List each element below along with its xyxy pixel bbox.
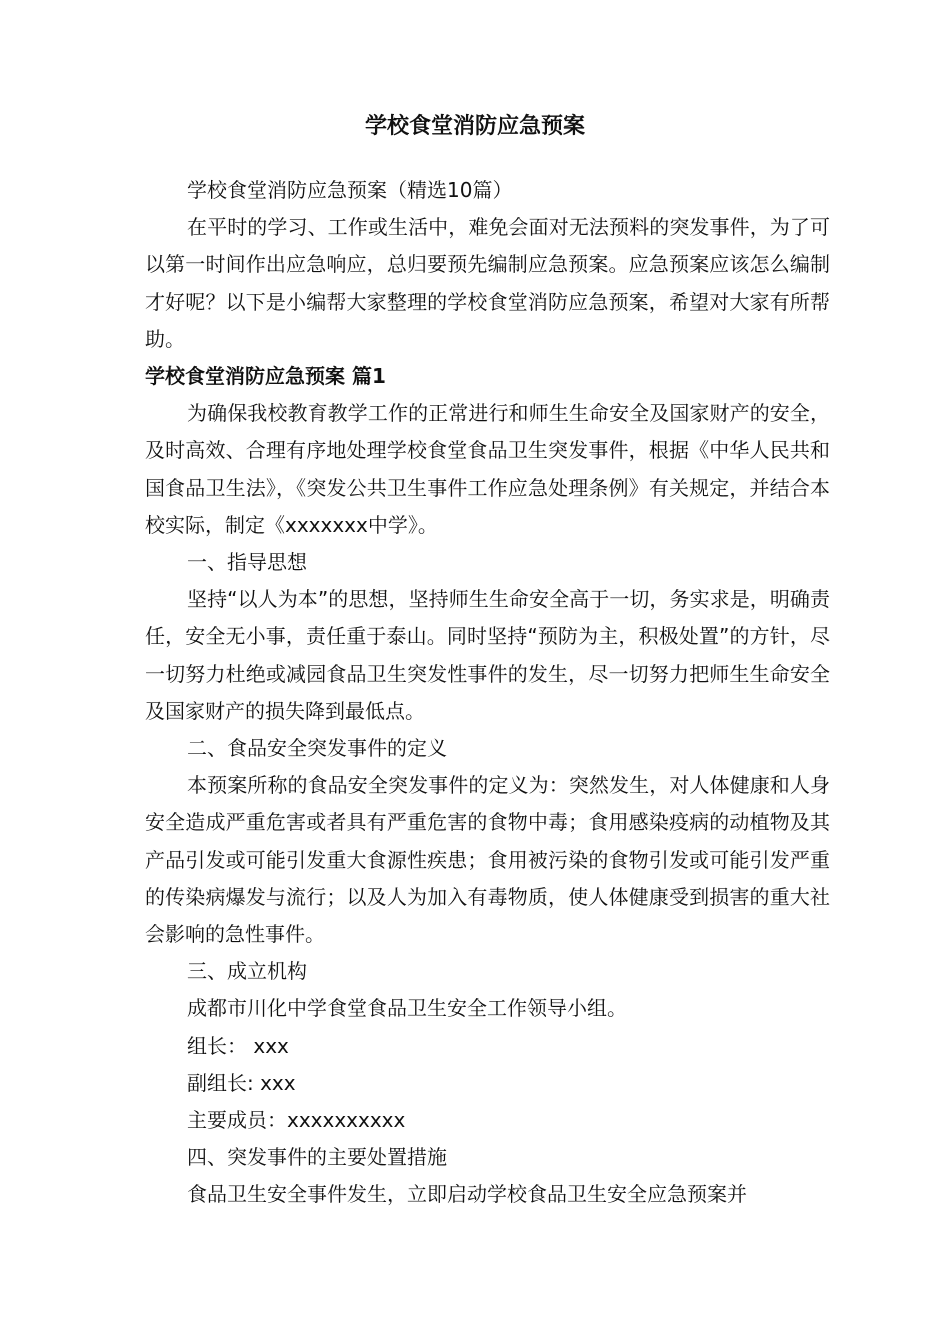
organization-paragraph: 成都市川化中学食堂食品卫生安全工作领导小组。 <box>187 996 627 1021</box>
intro-paragraph: 在平时的学习、工作或生活中，难免会面对无法预料的突发事件，为了可以第一时间作出应急响应，总归要预先编制应急预案。应急预案应该怎么编制才好呢？以下是小编帮大家整理的学校食堂消防应急预案，希望对大家有所帮助。 <box>145 215 830 351</box>
document-subtitle: 学校食堂消防应急预案（精选10篇） <box>187 178 513 202</box>
document-title: 学校食堂消防应急预案 <box>364 114 585 139</box>
measures-paragraph: 食品卫生安全事件发生，立即启动学校食品卫生安全应急预案并 <box>187 1182 747 1207</box>
subheading-organization: 三、成立机构 <box>187 959 307 984</box>
definition-paragraph: 本预案所称的食品安全突发事件的定义为：突然发生，对人体健康和人身安全造成严重危害或者具有严重危害的食物中毒；食用感染疫病的动植物及其产品引发或可能引发重大食源性疾患；食用被污染的食物引发或可能引发严重的传染病爆发与流行；以及人为加入有毒物质，使人体健康受到损害的重大社会影响的急性事件。 <box>145 773 830 947</box>
vice-leader-line: 副组长: xxx <box>187 1070 296 1095</box>
subheading-measures: 四、突发事件的主要处置措施 <box>187 1145 447 1170</box>
subheading-definition: 二、食品安全突发事件的定义 <box>187 736 447 761</box>
guiding-ideology-paragraph: 坚持“以人为本”的思想，坚持师生生命安全高于一切，务实求是，明确责任，安全无小事，责任重于泰山。同时坚持“预防为主，积极处置”的方针，尽一切努力杜绝或减园食品卫生突发性事件的发生，尽一切努力把师生生命安全及国家财产的损失降到最低点。 <box>145 587 830 723</box>
members-line: 主要成员：xxxxxxxxxx <box>187 1108 406 1133</box>
subheading-guiding-ideology: 一、指导思想 <box>187 550 307 575</box>
purpose-paragraph: 为确保我校教育教学工作的正常进行和师生生命安全及国家财产的安全，及时高效、合理有序地处理学校食堂食品卫生突发事件，根据《中华人民共和国食品卫生法》，《突发公共卫生事件工作应急处理条例》有关规定，并结合本校实际，制定《xxxxxxx中学》。 <box>145 401 830 537</box>
leader-line: 组长： xxx <box>187 1033 289 1058</box>
document-body <box>145 172 830 1214</box>
section-heading: 学校食堂消防应急预案 篇1 <box>145 364 386 389</box>
